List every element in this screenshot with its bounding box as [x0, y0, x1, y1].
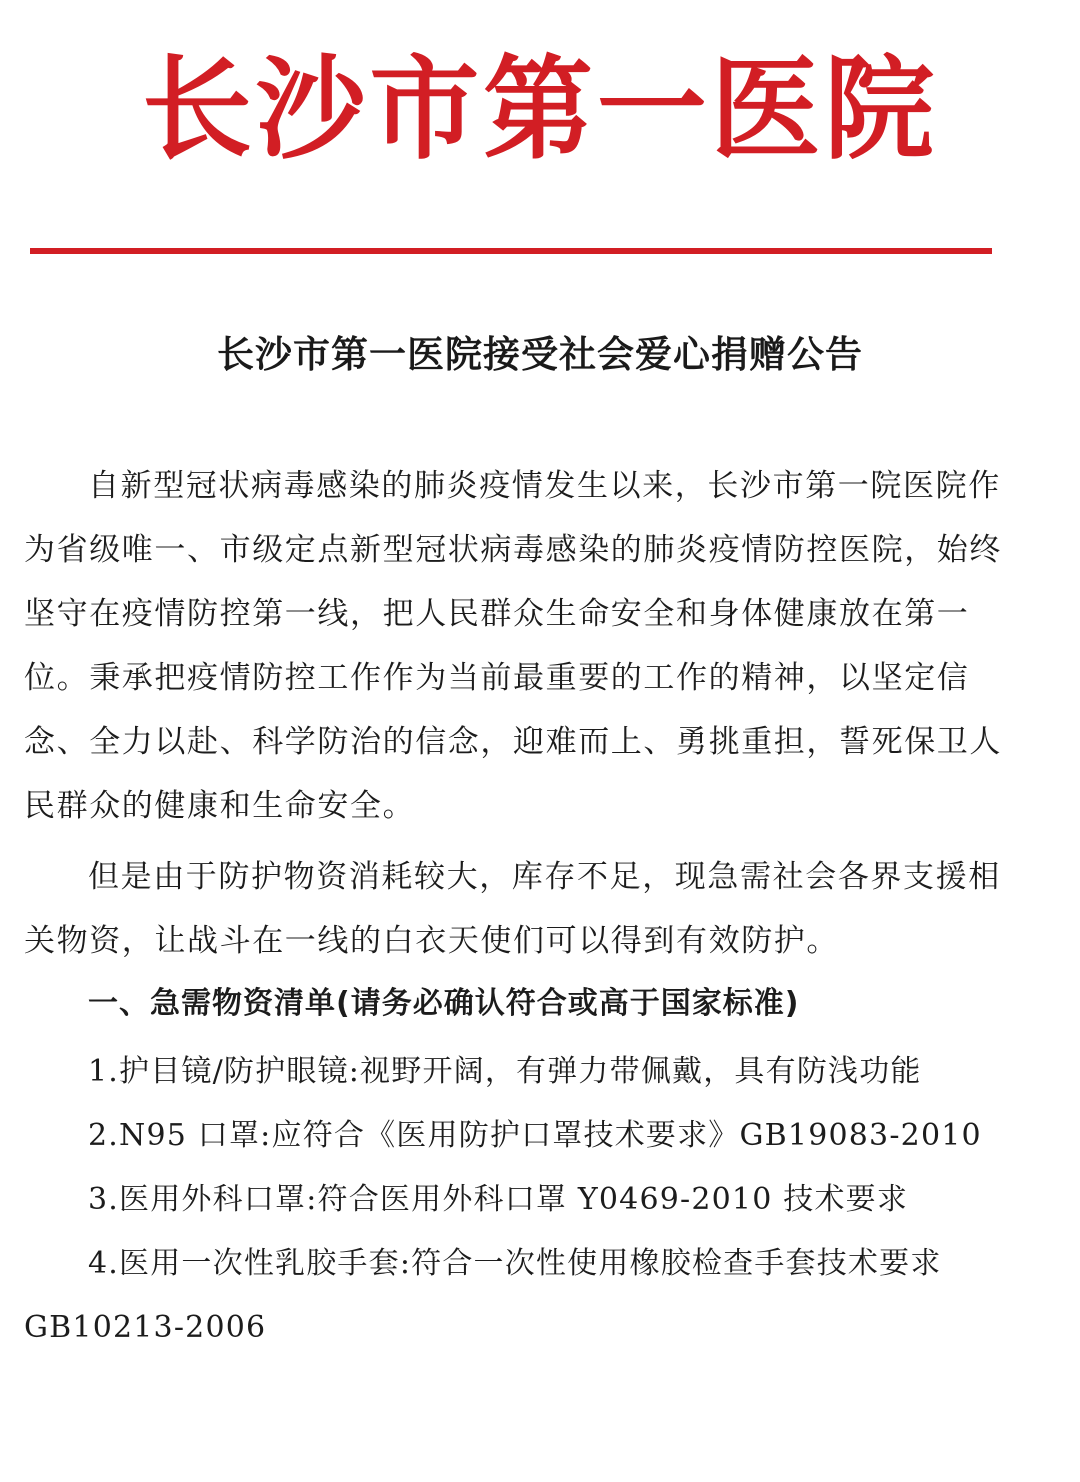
- list-item: 1.护目镜/防护眼镜:视野开阔，有弹力带佩戴，具有防浅功能: [88, 1054, 922, 1089]
- list-item: 4.医用一次性乳胶手套:符合一次性使用橡胶检查手套技术要求 GB10213-2006: [24, 1246, 942, 1345]
- list-item: 2.N95 口罩:应符合《医用防护口罩技术要求》GB19083-2010: [88, 1118, 982, 1153]
- list-item: 3.医用外科口罩:符合医用外科口罩 Y0469-2010 技术要求: [88, 1182, 909, 1217]
- body-paragraph-1: [24, 454, 1004, 838]
- organization-name: 长沙市第一医院: [142, 44, 938, 175]
- letterhead: [0, 40, 1080, 180]
- section-heading: 一、急需物资清单(请务必确认符合或高于国家标准): [88, 986, 800, 1021]
- supplies-list: [24, 1040, 1014, 1360]
- paragraph: 但是由于防护物资消耗较大，库存不足，现急需社会各界支援相关物资，让战斗在一线的白衣天使们可以得到有效防护。: [24, 859, 1001, 959]
- paragraph: 自新型冠状病毒感染的肺炎疫情发生以来，长沙市第一院医院作为省级唯一、市级定点新型冠状病毒感染的肺炎疫情防控医院，始终坚守在疫情防控第一线，把人民群众生命安全和身体健康放在第一位。秉承把疫情防控工作作为当前最重要的工作的精神，以坚定信念、全力以赴、科学防治的信念，迎难而上、勇挑重担，誓死保卫人民群众的健康和生命安全。: [24, 468, 1002, 824]
- document-title: 长沙市第一医院接受社会爱心捐赠公告: [217, 333, 863, 376]
- header-divider: [30, 248, 992, 254]
- body-paragraph-2: [24, 845, 1004, 973]
